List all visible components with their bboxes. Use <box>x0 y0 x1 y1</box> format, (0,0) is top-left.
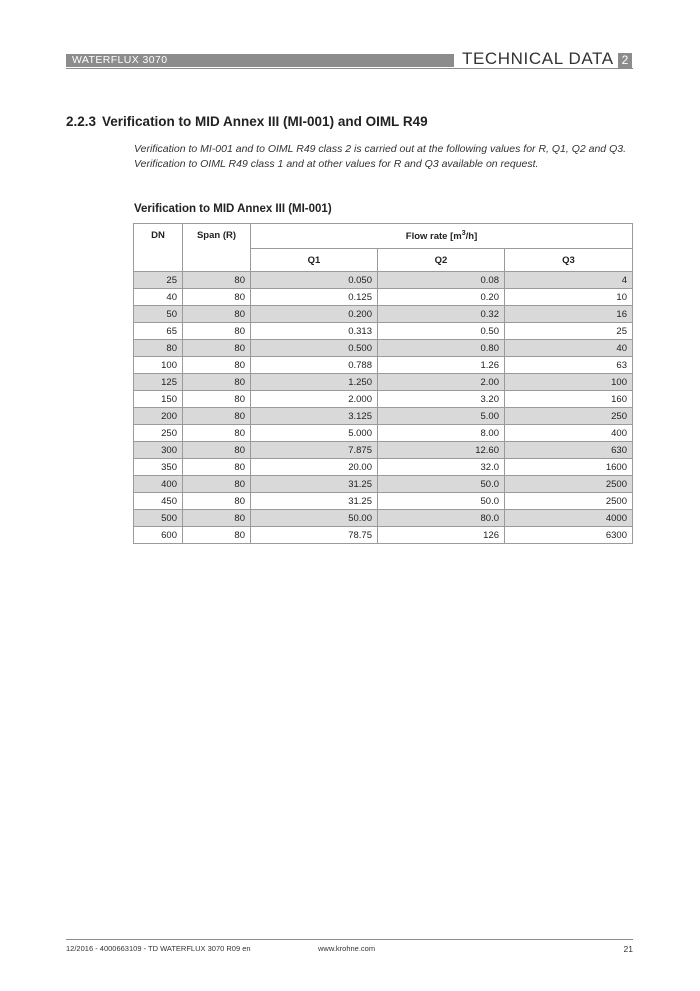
cell-span: 80 <box>183 391 251 408</box>
header-q2: Q2 <box>378 249 505 272</box>
cell-q2: 126 <box>378 527 505 544</box>
cell-q1: 0.200 <box>251 306 378 323</box>
table-row <box>134 357 633 374</box>
cell-q2: 80.0 <box>378 510 505 527</box>
header-flow-rate-prefix: Flow rate [m <box>405 231 462 243</box>
cell-dn: 80 <box>134 340 183 357</box>
table-row <box>134 289 633 306</box>
cell-dn: 600 <box>134 527 183 544</box>
cell-q1: 50.00 <box>251 510 378 527</box>
cell-span: 80 <box>183 323 251 340</box>
cell-span: 80 <box>183 289 251 306</box>
cell-dn: 350 <box>134 459 183 476</box>
cell-q2: 3.20 <box>378 391 505 408</box>
cell-q3: 25 <box>505 323 633 340</box>
cell-dn: 65 <box>134 323 183 340</box>
table-row <box>134 493 633 510</box>
cell-q3: 16 <box>505 306 633 323</box>
header-title: TECHNICAL DATA <box>462 49 614 68</box>
section-heading <box>66 114 428 129</box>
cell-q3: 1600 <box>505 459 633 476</box>
cell-q3: 10 <box>505 289 633 306</box>
cell-span: 80 <box>183 510 251 527</box>
cell-q2: 0.80 <box>378 340 505 357</box>
cell-q2: 0.08 <box>378 272 505 289</box>
cell-dn: 500 <box>134 510 183 527</box>
header-product-bar <box>66 54 454 67</box>
section-number: 2.2.3 <box>66 114 97 129</box>
table-caption: Verification to MID Annex III (MI-001) <box>134 203 332 215</box>
table-row <box>134 408 633 425</box>
cell-q3: 63 <box>505 357 633 374</box>
cell-q2: 32.0 <box>378 459 505 476</box>
chapter-badge: 2 <box>618 53 632 68</box>
table-header-row <box>134 224 633 249</box>
cell-dn: 50 <box>134 306 183 323</box>
cell-dn: 200 <box>134 408 183 425</box>
cell-q3: 2500 <box>505 493 633 510</box>
table-row <box>134 323 633 340</box>
cell-q2: 12.60 <box>378 442 505 459</box>
cell-dn: 400 <box>134 476 183 493</box>
footer-website: www.krohne.com <box>318 944 376 953</box>
cell-q2: 0.50 <box>378 323 505 340</box>
cell-q1: 78.75 <box>251 527 378 544</box>
table-row <box>134 510 633 527</box>
cell-q2: 5.00 <box>378 408 505 425</box>
cell-q2: 0.32 <box>378 306 505 323</box>
cell-q1: 0.788 <box>251 357 378 374</box>
header-span: Span (R) <box>183 224 251 272</box>
table-row <box>134 476 633 493</box>
table-body <box>134 272 633 544</box>
cell-dn: 300 <box>134 442 183 459</box>
cell-q1: 3.125 <box>251 408 378 425</box>
table-row <box>134 391 633 408</box>
cell-q2: 0.20 <box>378 289 505 306</box>
cell-q2: 2.00 <box>378 374 505 391</box>
cell-span: 80 <box>183 272 251 289</box>
cell-q2: 50.0 <box>378 493 505 510</box>
cell-dn: 450 <box>134 493 183 510</box>
header-flow-rate-suffix: /h] <box>465 231 478 243</box>
cell-q3: 6300 <box>505 527 633 544</box>
cell-dn: 250 <box>134 425 183 442</box>
cell-q3: 4 <box>505 272 633 289</box>
cell-dn: 25 <box>134 272 183 289</box>
cell-q3: 630 <box>505 442 633 459</box>
header-flow-rate <box>251 224 633 249</box>
cell-span: 80 <box>183 374 251 391</box>
cell-q2: 1.26 <box>378 357 505 374</box>
cell-span: 80 <box>183 442 251 459</box>
cell-q2: 8.00 <box>378 425 505 442</box>
cell-q1: 31.25 <box>251 493 378 510</box>
cell-q1: 7.875 <box>251 442 378 459</box>
table-row <box>134 425 633 442</box>
cell-span: 80 <box>183 306 251 323</box>
intro-paragraph: Verification to MI-001 and to OIML R49 class 2 is carried out at the following values for R, Q1, Q2 and Q3. Verification to OIML R49 class 1 and at other values for R and Q3 available on request. <box>134 143 626 170</box>
cell-q3: 2500 <box>505 476 633 493</box>
table-row <box>134 527 633 544</box>
cell-span: 80 <box>183 476 251 493</box>
cell-q1: 2.000 <box>251 391 378 408</box>
cell-q2: 50.0 <box>378 476 505 493</box>
table-row <box>134 272 633 289</box>
cell-span: 80 <box>183 357 251 374</box>
header-divider <box>66 68 633 69</box>
table-row <box>134 306 633 323</box>
table-row <box>134 340 633 357</box>
cell-q1: 5.000 <box>251 425 378 442</box>
cell-q3: 250 <box>505 408 633 425</box>
cell-span: 80 <box>183 493 251 510</box>
footer-divider <box>66 939 633 940</box>
cell-q1: 1.250 <box>251 374 378 391</box>
cell-q1: 31.25 <box>251 476 378 493</box>
cell-q3: 40 <box>505 340 633 357</box>
cell-dn: 150 <box>134 391 183 408</box>
cell-q3: 400 <box>505 425 633 442</box>
table-row <box>134 459 633 476</box>
cell-q1: 0.125 <box>251 289 378 306</box>
table-row <box>134 374 633 391</box>
header-product-name: WATERFLUX 3070 <box>72 54 168 66</box>
footer-page-number: 21 <box>623 944 633 954</box>
cell-dn: 125 <box>134 374 183 391</box>
cell-dn: 100 <box>134 357 183 374</box>
cell-q3: 4000 <box>505 510 633 527</box>
section-title: Verification to MID Annex III (MI-001) and OIML R49 <box>102 114 428 129</box>
cell-span: 80 <box>183 459 251 476</box>
header-flow-rate-sup: 3 <box>461 229 466 237</box>
header-dn: DN <box>134 224 183 272</box>
cell-q1: 0.050 <box>251 272 378 289</box>
cell-span: 80 <box>183 408 251 425</box>
cell-q1: 0.313 <box>251 323 378 340</box>
cell-span: 80 <box>183 340 251 357</box>
header-q3: Q3 <box>505 249 633 272</box>
header-q1: Q1 <box>251 249 378 272</box>
cell-span: 80 <box>183 425 251 442</box>
footer-doc-ref: 12/2016 - 4000663109 - TD WATERFLUX 3070 R09 en <box>66 944 251 953</box>
cell-q1: 20.00 <box>251 459 378 476</box>
cell-span: 80 <box>183 527 251 544</box>
table-row <box>134 442 633 459</box>
cell-dn: 40 <box>134 289 183 306</box>
verification-table <box>133 223 633 544</box>
cell-q3: 160 <box>505 391 633 408</box>
cell-q3: 100 <box>505 374 633 391</box>
cell-q1: 0.500 <box>251 340 378 357</box>
